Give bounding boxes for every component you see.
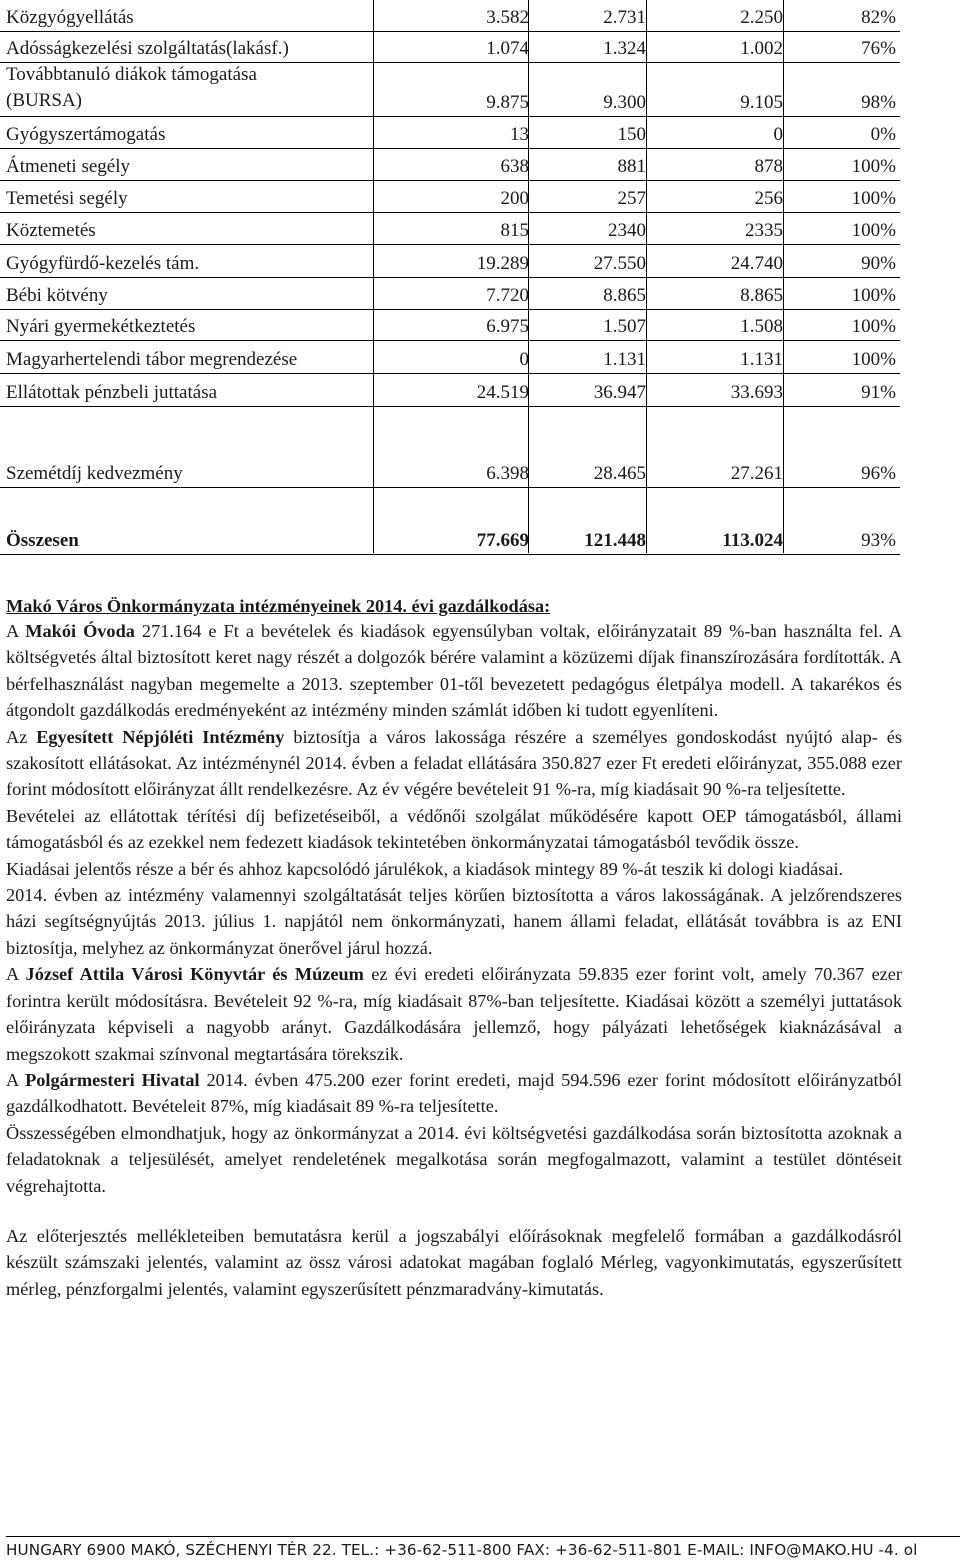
cell-percent: 100%	[851, 316, 896, 337]
cell-actual: 878	[754, 156, 783, 177]
row-label: Temetési segély	[6, 188, 128, 209]
cell-actual: 1.508	[740, 316, 783, 337]
table-row	[0, 245, 900, 278]
cell-original: 24.519	[476, 382, 529, 403]
row-label: Átmeneti segély	[6, 156, 130, 177]
institution-name: Polgármesteri Hivatal	[25, 1069, 200, 1090]
paragraph-enyi	[6, 724, 902, 803]
table-row	[0, 341, 900, 374]
cell-modified: 1.131	[603, 349, 646, 370]
cell-original: 6.975	[486, 316, 529, 337]
cell-percent: 82%	[861, 7, 896, 28]
paragraph-kiadasai: Kiadásai jelentős része a bér és ahhoz kapcsolódó járulékok, a kiadások mintegy 89 %-át teszik ki dologi kiadásai.	[6, 858, 844, 879]
table-row	[0, 310, 900, 341]
budget-table	[0, 0, 900, 555]
cell-modified: 150	[617, 124, 646, 145]
paragraph-2014: 2014. évben az intézmény valamennyi szolgáltatását teljes körűen biztosította a város lakosságának. A jelzőrendszeres házi segítségnyújtás 2013. július 1. napjától nem önkormányzati, hanem állami feladat, ellátását továbbra is az ENI biztosítja, melyhez az önkormányzat önerővel járul hozzá.	[6, 885, 902, 958]
cell-original: 638	[500, 156, 529, 177]
cell-original: 815	[500, 220, 529, 241]
cell-actual: 9.105	[740, 92, 783, 113]
table-total-row	[0, 488, 900, 555]
cell-original: 200	[500, 188, 529, 209]
cell-actual: 1.131	[740, 349, 783, 370]
cell-percent: 100%	[851, 220, 896, 241]
paragraph-bevetelei: Bevételei az ellátottak térítési díj befizetéseiből, a védőnői szolgálat működésére kapott OEP támogatásból, állami támogatásból és az ezekkel nem fedezett kiadások tekintetében önkormányzatai támogatásból tevődik össze.	[6, 805, 902, 853]
cell-percent: 0%	[870, 124, 896, 145]
row-label: Magyarhertelendi tábor megrendezése	[6, 349, 298, 370]
cell-modified: 27.550	[593, 253, 646, 274]
cell-modified: 28.465	[593, 463, 646, 484]
row-label: Ellátottak pénzbeli juttatása	[6, 382, 218, 403]
cell-actual: 27.261	[730, 463, 783, 484]
cell-original: 1.074	[486, 38, 529, 59]
cell-percent: 100%	[851, 285, 896, 306]
cell-modified: 2.731	[603, 7, 646, 28]
cell-percent: 93%	[861, 530, 896, 551]
cell-original: 77.669	[476, 530, 529, 551]
cell-original: 6.398	[486, 463, 529, 484]
table-row	[0, 181, 900, 213]
paragraph-konyvtar	[6, 961, 902, 1067]
row-label-line2: (BURSA)	[6, 90, 83, 111]
cell-modified: 9.300	[603, 92, 646, 113]
table-row	[0, 374, 900, 407]
cell-actual: 24.740	[730, 253, 783, 274]
table-row	[0, 0, 900, 32]
cell-actual: 256	[754, 188, 783, 209]
cell-original: 13	[510, 124, 529, 145]
cell-actual: 1.002	[740, 38, 783, 59]
paragraph-osszegeben: Összességében elmondhatjuk, hogy az önkormányzat a 2014. évi költségvetési gazdálkodása során biztosította azoknak a feladatoknak a teljesülését, amelyet rendeletének megalkotása során megfogalmazott, valamint a testület döntéseit végrehajtotta.	[6, 1122, 902, 1196]
cell-percent: 96%	[861, 463, 896, 484]
cell-modified: 121.448	[584, 530, 646, 551]
text: 2014. évben 475.200 ezer forint eredeti, majd 594.596 ezer forint módosított előirányzatból gazdálkodhatott. Bevételeit 87%, míg kiadásait 89 %-ra teljesítette.	[6, 1069, 902, 1117]
row-label-line1: Továbbtanuló diákok támogatása	[6, 64, 257, 85]
cell-modified: 881	[617, 156, 646, 177]
cell-modified: 257	[617, 188, 646, 209]
section-heading: Makó Város Önkormányzata intézményeinek 2014. évi gazdálkodása:	[6, 596, 551, 616]
report-body	[6, 594, 902, 1302]
table-row	[0, 407, 900, 488]
paragraph-eloterjesztes: Az előterjesztés mellékleteiben bemutatásra kerül a jogszabályi előírásoknak megfelelő formában a gazdálkodásról készült számszaki jelentés, valamint az össz városi adatokat magában foglaló Mérleg, vagyonkimutatás, egyszerűsített mérleg, pénzforgalmi jelentés, valamint egyszerűsített pénzmaradvány-kimutatás.	[6, 1225, 902, 1299]
institution-name: Makói Óvoda	[25, 621, 135, 641]
cell-modified: 8.865	[603, 285, 646, 306]
cell-actual: 0	[773, 124, 783, 145]
row-label: Bébi kötvény	[6, 285, 108, 306]
row-label: Gyógyszertámogatás	[6, 124, 166, 145]
row-label: Adósságkezelési szolgáltatás(lakásf.)	[6, 38, 289, 59]
cell-original: 0	[519, 349, 529, 370]
text: A	[6, 621, 26, 641]
cell-modified: 1.324	[603, 38, 646, 59]
cell-original: 9.875	[486, 92, 529, 113]
table-row	[0, 278, 900, 310]
text: biztosítja a város lakossága részére a személyes gondoskodást nyújtó alap- és szakosított ellátásokat. Az intézménynél 2014. évben a feladat ellátására 350.827 ezer Ft eredeti előirányzat, 355.088 ezer forint módosított előirányzat állt rendelkezésre. Az év végére bevételeit 91 %-ra, míg kiadásait 90 %-ra teljesítette.	[6, 726, 902, 800]
cell-percent: 91%	[861, 382, 896, 403]
cell-actual: 8.865	[740, 285, 783, 306]
page-footer: HUNGARY 6900 MAKÓ, SZÉCHENYI TÉR 22. TEL.: +36-62-511-800 FAX: +36-62-511-801 E-MAIL: INFO@MAKO.HU -4. ol	[6, 1536, 960, 1559]
text: A	[6, 964, 26, 985]
cell-original: 3.582	[486, 7, 529, 28]
text: ez évi eredeti előirányzata 59.835 ezer forint volt, amely 70.367 ezer forintra került módosításra. Bevételeit 92 %-ra, míg kiadásait 87%-ban teljesítette. Kiadásai között a személyi juttatások előirányzata képviseli a nagyobb arányt. Gazdálkodására jellemző, hogy pályázati lehetőségek kiaknázásával a megszokott szakmai színvonal megtartására törekszik.	[6, 964, 902, 1064]
paragraph-ovoda	[6, 618, 902, 724]
row-label	[6, 62, 257, 114]
row-label: Nyári gyermekétkeztetés	[6, 316, 196, 337]
institution-name: Egyesített Népjóléti Intézmény	[36, 726, 285, 747]
cell-percent: 100%	[851, 349, 896, 370]
cell-percent: 98%	[861, 92, 896, 113]
cell-modified: 36.947	[593, 382, 646, 403]
cell-original: 7.720	[486, 285, 529, 306]
table-row	[0, 32, 900, 63]
cell-actual: 2.250	[740, 7, 783, 28]
table-row	[0, 213, 900, 245]
cell-percent: 100%	[851, 156, 896, 177]
cell-modified: 1.507	[603, 316, 646, 337]
row-label: Szemétdíj kedvezmény	[6, 463, 183, 484]
row-label: Összesen	[6, 530, 79, 551]
table-row	[0, 63, 900, 117]
cell-percent: 76%	[861, 38, 896, 59]
row-label: Gyógyfürdő-kezelés tám.	[6, 253, 200, 274]
cell-modified: 2340	[608, 220, 646, 241]
cell-actual: 2335	[745, 220, 783, 241]
cell-percent: 90%	[861, 253, 896, 274]
cell-actual: 33.693	[730, 382, 783, 403]
institution-name: József Attila Városi Könyvtár és Múzeum	[25, 964, 364, 985]
paragraph-hivatal	[6, 1067, 902, 1120]
row-label: Köztemetés	[6, 220, 96, 241]
row-label: Közgyógyellátás	[6, 7, 134, 28]
text: A	[6, 1069, 26, 1090]
cell-percent: 100%	[851, 188, 896, 209]
table-row	[0, 117, 900, 149]
text: Az	[6, 726, 37, 747]
table-row	[0, 149, 900, 181]
cell-actual: 113.024	[722, 530, 783, 551]
cell-original: 19.289	[476, 253, 529, 274]
text: 271.164 e Ft a bevételek és kiadások egyensúlyban voltak, előirányzatait 89 %-ban használta fel. A költségvetés által biztosított keret nagy részét a dolgozók bérére valamint a közüzemi díjak finanszírozására fordították. A bérfelhasználást nagyban megemelte a 2013. szeptember 01-től bevezetett pedagógus életpálya modell. A takarékos és átgondolt gazdálkodás eredményeként az intézmény minden számlát időben ki tudott egyenlíteni.	[6, 621, 903, 721]
